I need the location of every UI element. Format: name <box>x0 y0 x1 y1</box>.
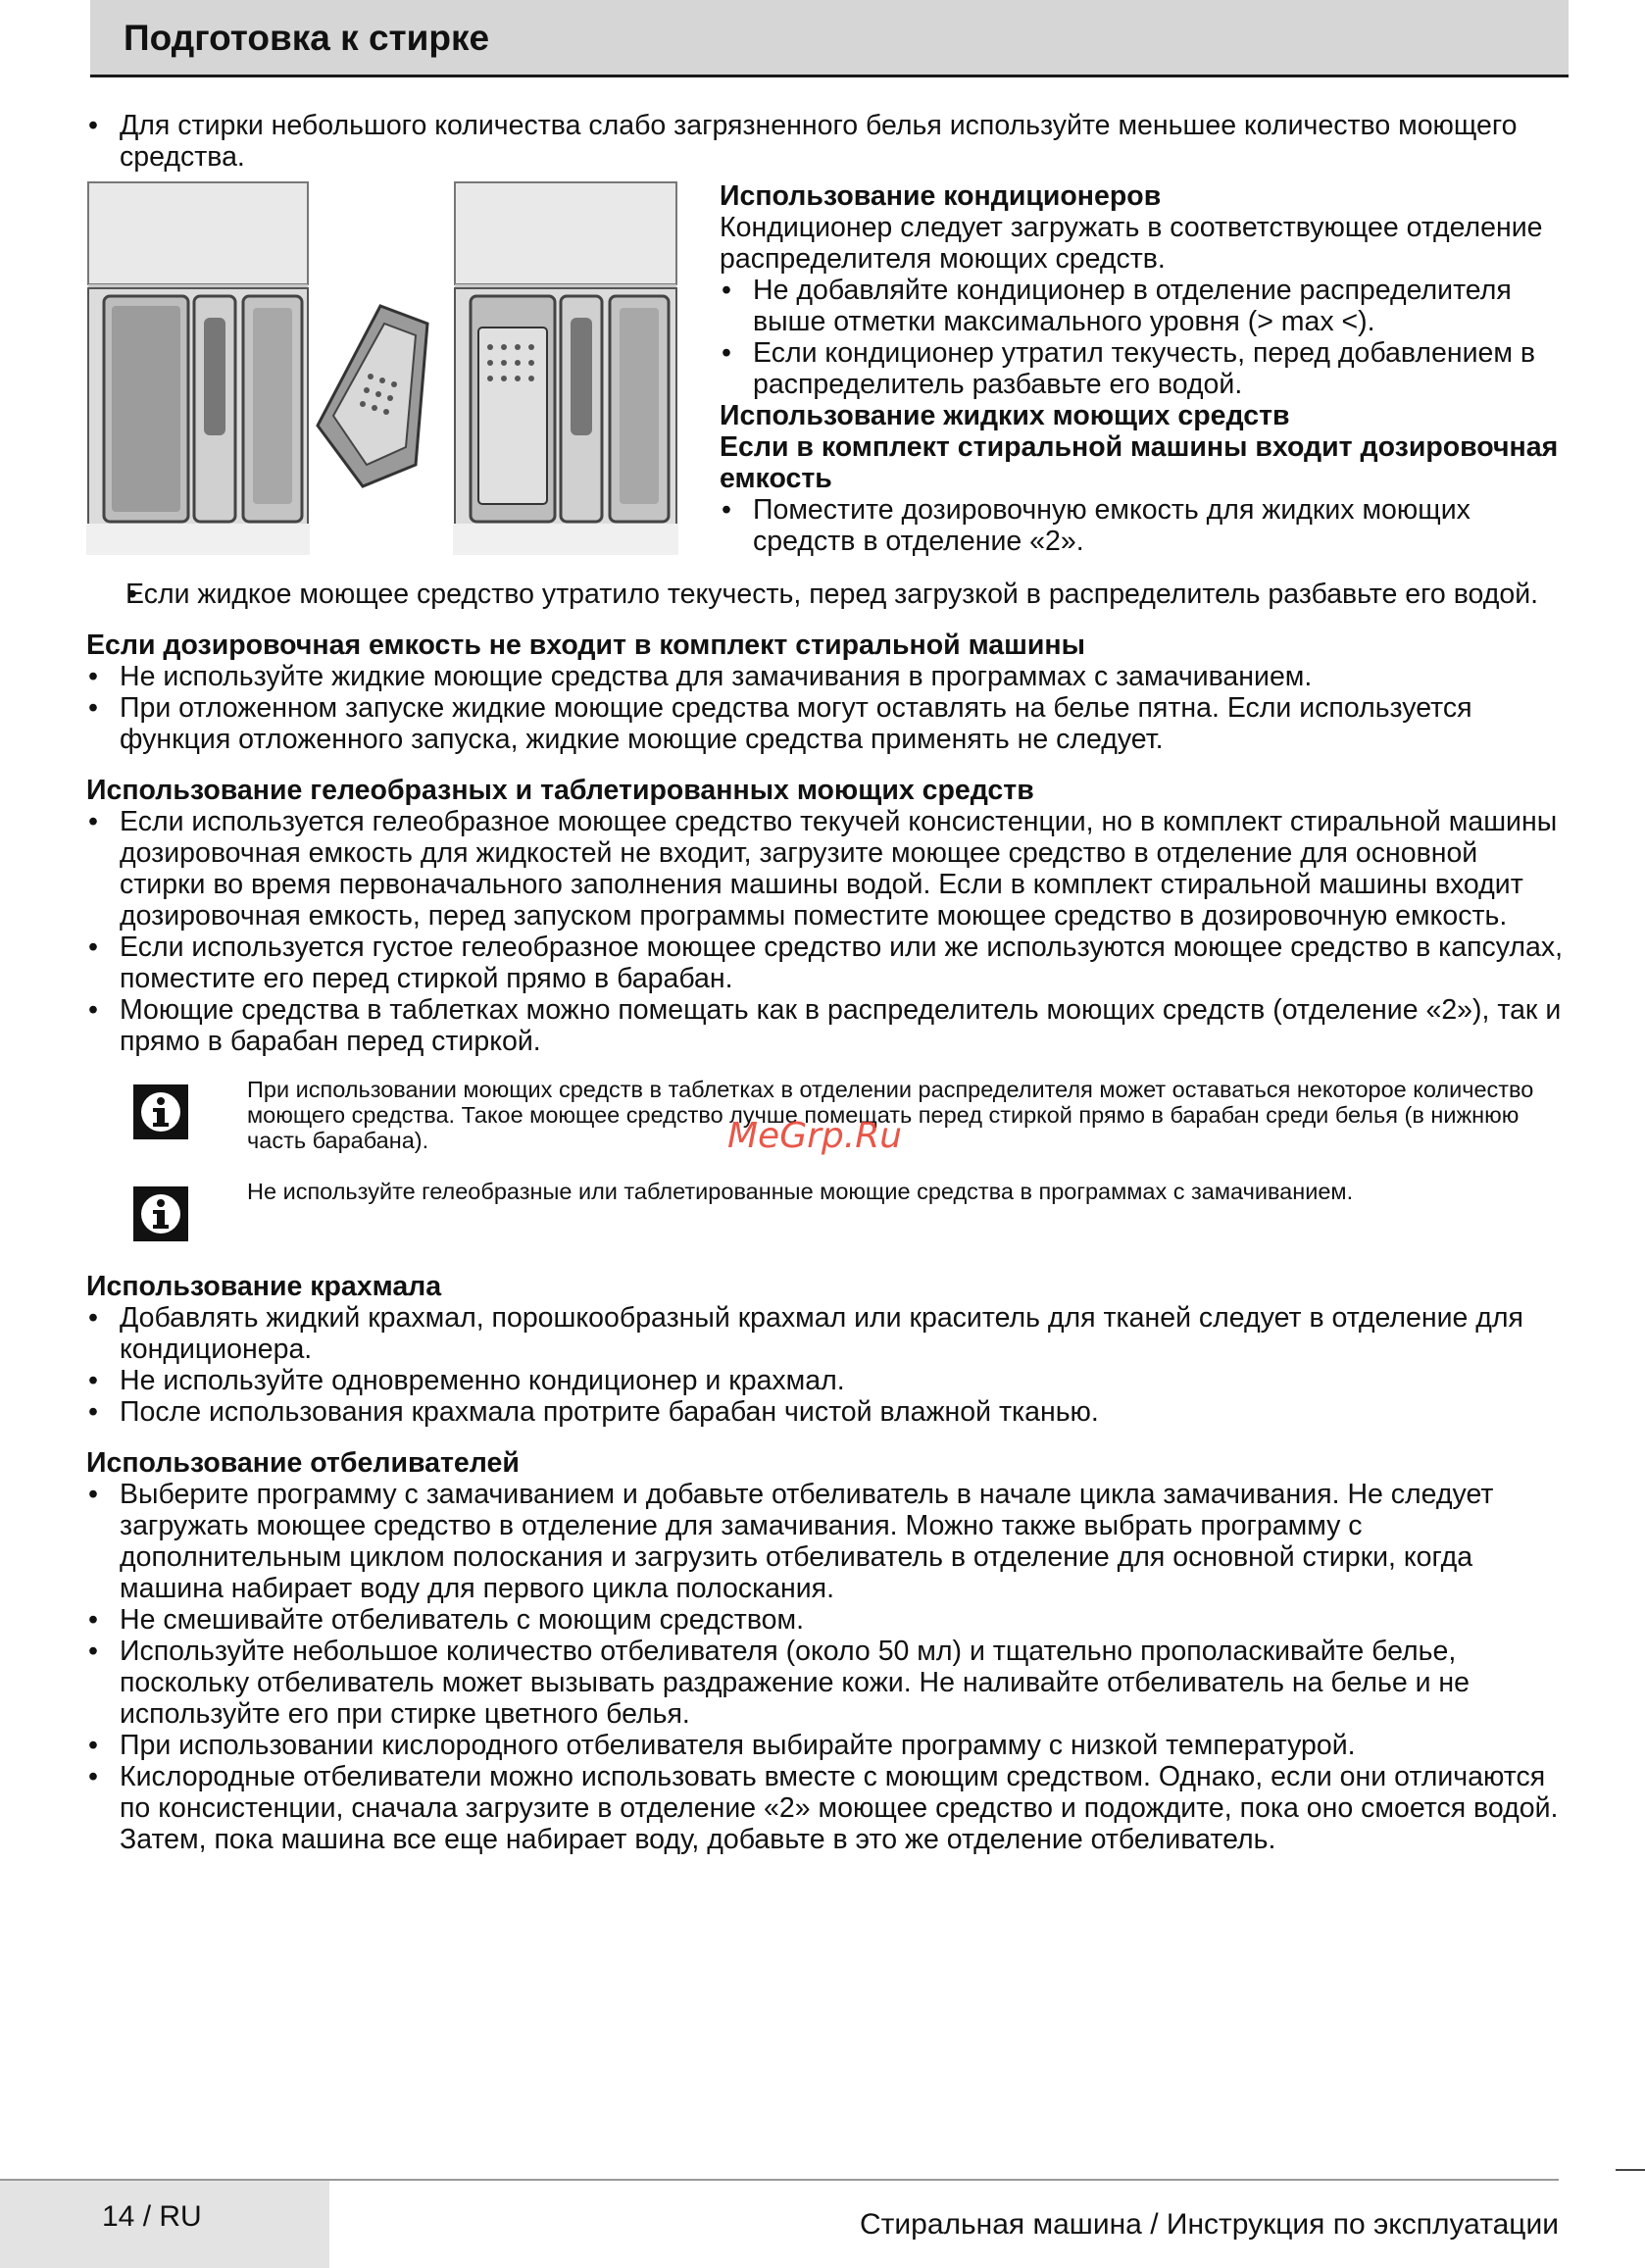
list-item: • Если кондиционер утратил текучесть, перед добавлением в распределитель разбавьте его водой. <box>720 337 1572 400</box>
bleach-list <box>86 1479 1569 1855</box>
intro-list <box>86 110 1569 173</box>
list-item: • Если жидкое моющее средство утратило текучесть, перед загрузкой в распределитель разбавьте его водой. <box>86 579 1569 610</box>
gel-heading: Использование гелеобразных и таблетированных моющих средств <box>86 775 1034 806</box>
dispenser-drawer-photo-left <box>86 180 310 555</box>
bleach-section <box>86 1447 1569 1855</box>
starch-heading: Использование крахмала <box>86 1271 442 1302</box>
list-item: • Не смешивайте отбеливатель с моющим средством. <box>86 1604 1569 1636</box>
list-item: • При отложенном запуске жидкие моющие средства могут оставлять на белье пятна. Если используется функция отложенного запуска, жидкие моющие средства применять не следует. <box>86 692 1569 755</box>
list-item: • Не используйте одновременно кондиционер и крахмал. <box>86 1365 1569 1396</box>
info-icon <box>133 1084 188 1139</box>
list-item: • Если используется гелеобразное моющее средство текучей консистенции, но в комплект стиральной машины дозировочная емкость для жидкостей не входит, загрузите моющее средство в отделение для основной стирки во время первоначального заполнения машины водой. Если в комплект стиральной машины входит дозировочная емкость, перед запуском программы поместите моющее средство в дозировочную емкость. <box>86 806 1569 932</box>
info-note <box>86 1179 1569 1245</box>
gel-list <box>86 806 1569 1057</box>
conditioner-column <box>720 180 1572 557</box>
list-item: • Моющие средства в таблетках можно помещать как в распределитель моющих средств (отделение «2»), так и прямо в барабан перед стиркой. <box>86 994 1569 1057</box>
footer-tick <box>1616 2169 1645 2171</box>
list-item: • При использовании кислородного отбеливателя выбирайте программу с низкой температурой. <box>86 1730 1569 1761</box>
dispenser-photos <box>86 180 678 555</box>
page-title: Подготовка к стирке <box>124 18 490 58</box>
list-item: • Для стирки небольшого количества слабо загрязненного белья используйте меньшее количество моющего средства. <box>86 110 1569 173</box>
starch-list <box>86 1302 1569 1428</box>
page-header <box>90 0 1569 77</box>
list-item: • Если используется густое гелеобразное моющее средство или же используются моющее средство в капсулах, поместите его перед стиркой прямо в барабан. <box>86 932 1569 994</box>
no-cup-list <box>86 661 1569 755</box>
list-item: • Добавлять жидкий крахмал, порошкообразный крахмал или краситель для тканей следует в отделение для кондиционера. <box>86 1302 1569 1365</box>
liquid-list <box>720 494 1572 557</box>
page-number: 14 / RU <box>102 2200 202 2233</box>
liquid-subheading: Если в комплект стиральной машины входит дозировочная емкость <box>720 431 1559 494</box>
conditioners-list <box>720 275 1572 400</box>
watermark: MeGrp.Ru <box>727 1116 903 1156</box>
list-item: • Выберите программу с замачиванием и добавьте отбеливатель в начале цикла замачивания. Не следует загружать моющее средство в отделение для замачивания. Можно также выбрать программу с дополнительным циклом полоскания и загрузить отбеливатель в отделение для основной стирки, когда машина набирает воду для первого цикла полоскания. <box>86 1479 1569 1604</box>
footer-title: Стиральная машина / Инструкция по эксплуатации <box>859 2208 1559 2241</box>
list-item: • Кислородные отбеливатели можно использовать вместе с моющим средством. Однако, если они отличаются по консистенции, сначала загрузите в отделение «2» моющее средство и подождите, пока оно смоется водой. Затем, пока машина все еще набирает воду, добавьте в это же отделение отбеливатель. <box>86 1761 1569 1855</box>
info-icon <box>133 1186 188 1241</box>
list-item: • Не используйте жидкие моющие средства для замачивания в программах с замачиванием. <box>86 661 1569 692</box>
list-item: • После использования крахмала протрите барабан чистой влажной тканью. <box>86 1396 1569 1428</box>
list-item: • Не добавляйте кондиционер в отделение распределителя выше отметки максимального уровня (> max <). <box>720 275 1572 337</box>
dispenser-drawer-photo-right <box>453 180 678 555</box>
liquid-after-list <box>86 579 1569 610</box>
starch-section <box>86 1271 1569 1428</box>
note-text: При использовании моющих средств в таблетках в отделении распределителя может оставаться некоторое количество моющего средства. Такое моющее средство лучше помещать перед стиркой прямо в барабан среди белья (в нижнюю часть барабана). <box>247 1077 1534 1153</box>
bleach-heading: Использование отбеливателей <box>86 1447 520 1479</box>
no-cup-section <box>86 630 1569 755</box>
gel-section <box>86 775 1569 1057</box>
main-content <box>86 110 1569 1855</box>
liquid-heading: Использование жидких моющих средств <box>720 400 1290 431</box>
list-item: • Используйте небольшое количество отбеливателя (около 50 мл) и тщательно прополаскивайте белье, поскольку отбеливатель может вызывать раздражение кожи. Не наливайте отбеливатель на белье и не используйте его при стирке цветного белья. <box>86 1636 1569 1730</box>
no-cup-heading: Если дозировочная емкость не входит в комплект стиральной машины <box>86 630 1085 661</box>
dosing-cup-illustration <box>318 306 427 486</box>
conditioners-text: Кондиционер следует загружать в соответствующее отделение распределителя моющих средств. <box>720 212 1543 275</box>
note-text: Не используйте гелеобразные или таблетированные моющие средства в программах с замачиванием. <box>247 1179 1354 1204</box>
dispenser-figure-row <box>86 180 1569 555</box>
list-item: • Поместите дозировочную емкость для жидких моющих средств в отделение «2». <box>720 494 1572 557</box>
conditioners-heading: Использование кондиционеров <box>720 180 1162 212</box>
